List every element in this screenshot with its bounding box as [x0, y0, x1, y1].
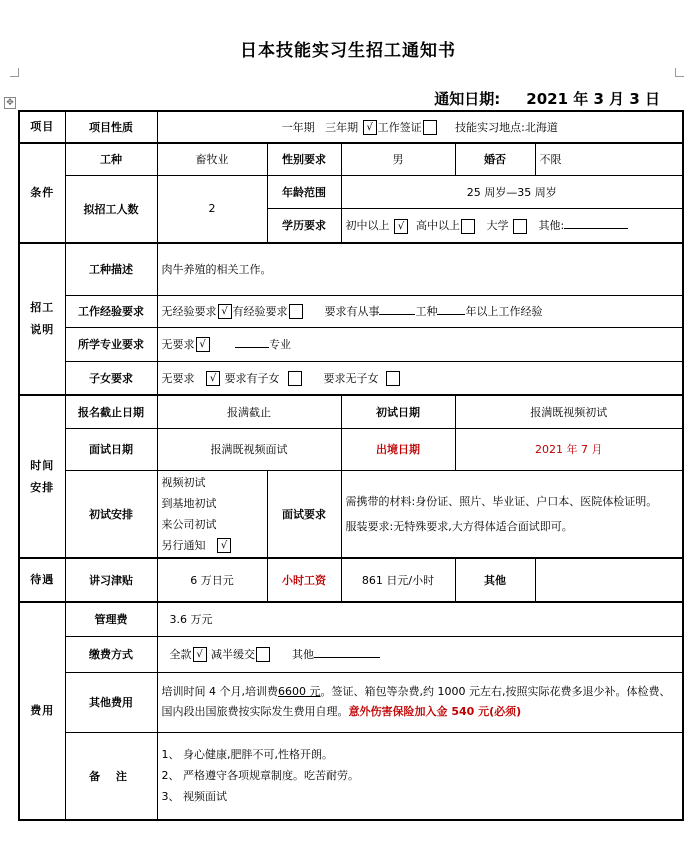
- edu-other-blank[interactable]: [564, 228, 628, 229]
- other-fees-label: 其他费用: [65, 672, 157, 732]
- arrangement-item: 另行通知: [161, 538, 206, 552]
- section-recruit-line1: 招工: [30, 301, 55, 314]
- gender-value: 男: [341, 143, 455, 175]
- other-fees-value: [157, 672, 683, 732]
- kids-none-option: 无要求: [161, 371, 195, 385]
- headcount-label: 拟招工人数: [65, 175, 157, 243]
- interview-requirement-label: 面试要求: [267, 470, 341, 558]
- pay-other-option: 其他: [291, 647, 314, 661]
- training-fee-amount: 6600 元: [278, 685, 321, 698]
- interview-date-value: 报满既视频面试: [157, 428, 341, 470]
- first-test-value: 报满既视频初试: [455, 395, 683, 428]
- remark-item: 1、 身心健康,肥胖不可,性格开朗。: [161, 748, 333, 762]
- section-conditions: 条件: [19, 143, 65, 243]
- exp-none-option: 无经验要求: [161, 304, 217, 318]
- education-label: 学历要求: [267, 208, 341, 243]
- arrangement-label: 初试安排: [65, 470, 157, 558]
- pay-full-option: 全款: [169, 647, 192, 661]
- departure-date-label: 出境日期: [341, 428, 455, 470]
- table-move-handle-icon[interactable]: ✥: [4, 97, 16, 109]
- work-visa-option: 工作签证: [377, 120, 422, 134]
- notice-date-label: 通知日期:: [434, 90, 501, 108]
- job-type-value: 畜牧业: [157, 143, 267, 175]
- deadline-label: 报名截止日期: [65, 395, 157, 428]
- location-text: 技能实习地点:北海道: [455, 120, 558, 134]
- treatment-other-label: 其他: [455, 558, 535, 602]
- section-schedule-line1: 时间: [30, 458, 55, 472]
- edu-other-option: 其他:: [538, 219, 565, 232]
- pay-full-checkbox[interactable]: √: [193, 647, 207, 662]
- arrangement-item: 视频初试: [161, 475, 206, 489]
- exp-has-checkbox[interactable]: [289, 304, 303, 319]
- remark-item: 3、 视频面试: [161, 790, 227, 804]
- major-label: 所学专业要求: [65, 327, 157, 361]
- marital-value: 不限: [535, 143, 683, 175]
- treatment-other-value: [535, 558, 683, 602]
- major-none-option: 无要求: [161, 337, 195, 351]
- kids-has-option: 要求有子女: [224, 371, 280, 385]
- children-label: 子女要求: [65, 361, 157, 395]
- remark-item: 2、 严格遵守各项规章制度。吃苦耐劳。: [161, 769, 359, 783]
- experience-options: [157, 295, 683, 327]
- payment-method-label: 缴费方式: [65, 636, 157, 672]
- pay-other-blank[interactable]: [314, 657, 380, 658]
- education-options: [341, 208, 683, 243]
- exp-years-blank[interactable]: [437, 314, 465, 315]
- edu-junior-checkbox[interactable]: √: [394, 219, 408, 234]
- allowance-value: 6 万日元: [157, 558, 267, 602]
- one-year-option: 一年期: [281, 120, 315, 134]
- three-year-checkbox[interactable]: √: [363, 120, 377, 135]
- page-title: 日本技能实习生招工通知书: [240, 41, 456, 61]
- hourly-wage-value: 861 日元/小时: [341, 558, 455, 602]
- remarks-label: 备 注: [65, 732, 157, 820]
- recruitment-form-table: [18, 110, 684, 821]
- allowance-label: 讲习津贴: [65, 558, 157, 602]
- edu-senior-checkbox[interactable]: [461, 219, 475, 234]
- edu-college-option: 大学: [486, 219, 509, 232]
- exp-none-checkbox[interactable]: √: [218, 304, 232, 319]
- edu-junior-option: 初中以上: [345, 219, 390, 232]
- children-options: [157, 361, 683, 395]
- pay-half-checkbox[interactable]: [256, 647, 270, 662]
- arrangement-options: [157, 470, 267, 558]
- section-schedule-line2: 安排: [30, 480, 55, 494]
- section-treatment: 待遇: [19, 558, 65, 602]
- margin-corner-mark: [675, 68, 684, 77]
- section-recruit-description: [19, 243, 65, 395]
- experience-label: 工作经验要求: [65, 295, 157, 327]
- exp-req-text: 工种: [415, 304, 438, 318]
- major-options: [157, 327, 683, 361]
- management-fee-label: 管理费: [65, 602, 157, 636]
- exp-has-option: 有经验要求: [232, 304, 288, 318]
- project-nature-label: 项目性质: [65, 111, 157, 143]
- section-item: 项目: [19, 111, 65, 143]
- notice-date-value: 2021 年 3 月 3 日: [526, 90, 660, 108]
- kids-no-checkbox[interactable]: [386, 371, 400, 386]
- first-test-label: 初试日期: [341, 395, 455, 428]
- notify-later-checkbox[interactable]: √: [217, 538, 231, 553]
- arrangement-item: 来公司初试: [161, 517, 217, 531]
- headcount-value: 2: [157, 175, 267, 243]
- section-schedule: [19, 395, 65, 558]
- payment-method-options: [157, 636, 683, 672]
- other-fees-text: 。签证、箱包等杂费,约 1000 元左右,按照实际花费多退少补。体检费、国内段出国旅费按实际发生费用自理。: [161, 685, 671, 718]
- management-fee-value: 3.6 万元: [157, 602, 683, 636]
- other-fees-text: 培训时间 4 个月,培训费: [161, 685, 278, 698]
- age-value: 25 周岁—35 周岁: [341, 175, 683, 208]
- work-visa-checkbox[interactable]: [423, 120, 437, 135]
- marital-label: 婚否: [455, 143, 535, 175]
- edu-college-checkbox[interactable]: [513, 219, 527, 234]
- section-fees: 费用: [19, 602, 65, 820]
- insurance-warning: 意外伤害保险加入金 540 元(必须): [348, 705, 522, 718]
- gender-label: 性别要求: [267, 143, 341, 175]
- exp-field-blank[interactable]: [379, 314, 415, 315]
- hourly-wage-label: 小时工资: [267, 558, 341, 602]
- kids-none-checkbox[interactable]: √: [206, 371, 220, 386]
- age-label: 年龄范围: [267, 175, 341, 208]
- exp-req-text: 年以上工作经验: [465, 304, 543, 318]
- arrangement-item-last: [162, 535, 263, 556]
- section-recruit-line2: 说明: [30, 323, 55, 336]
- deadline-value: 报满截止: [157, 395, 341, 428]
- job-description-value: 肉牛养殖的相关工作。: [157, 243, 683, 295]
- kids-no-option: 要求无子女: [323, 371, 379, 385]
- interview-requirement-value: [341, 470, 683, 558]
- job-type-label: 工种: [65, 143, 157, 175]
- margin-corner-mark: [10, 68, 19, 77]
- major-suffix: 专业: [268, 337, 291, 351]
- job-description-label: 工种描述: [65, 243, 157, 295]
- pay-half-option: 减半缓交: [211, 647, 255, 661]
- departure-date-value: 2021 年 7 月: [455, 428, 683, 470]
- dress-requirement: 服装要求:无特殊要求,大方得体适合面试即可。: [345, 519, 573, 533]
- remarks-value: [157, 732, 683, 820]
- arrangement-item: 到基地初试: [161, 496, 217, 510]
- materials-requirement: 需携带的材料:身份证、照片、毕业证、户口本、医院体检证明。: [345, 494, 658, 508]
- three-year-option: 三年期: [325, 120, 359, 134]
- exp-req-text: 要求有从事: [324, 304, 380, 318]
- major-blank[interactable]: [235, 347, 269, 348]
- edu-senior-option: 高中以上: [416, 219, 460, 232]
- kids-has-checkbox[interactable]: [288, 371, 302, 386]
- notice-date: [434, 88, 660, 109]
- project-nature-value: [157, 111, 683, 143]
- interview-date-label: 面试日期: [65, 428, 157, 470]
- major-none-checkbox[interactable]: √: [196, 337, 210, 352]
